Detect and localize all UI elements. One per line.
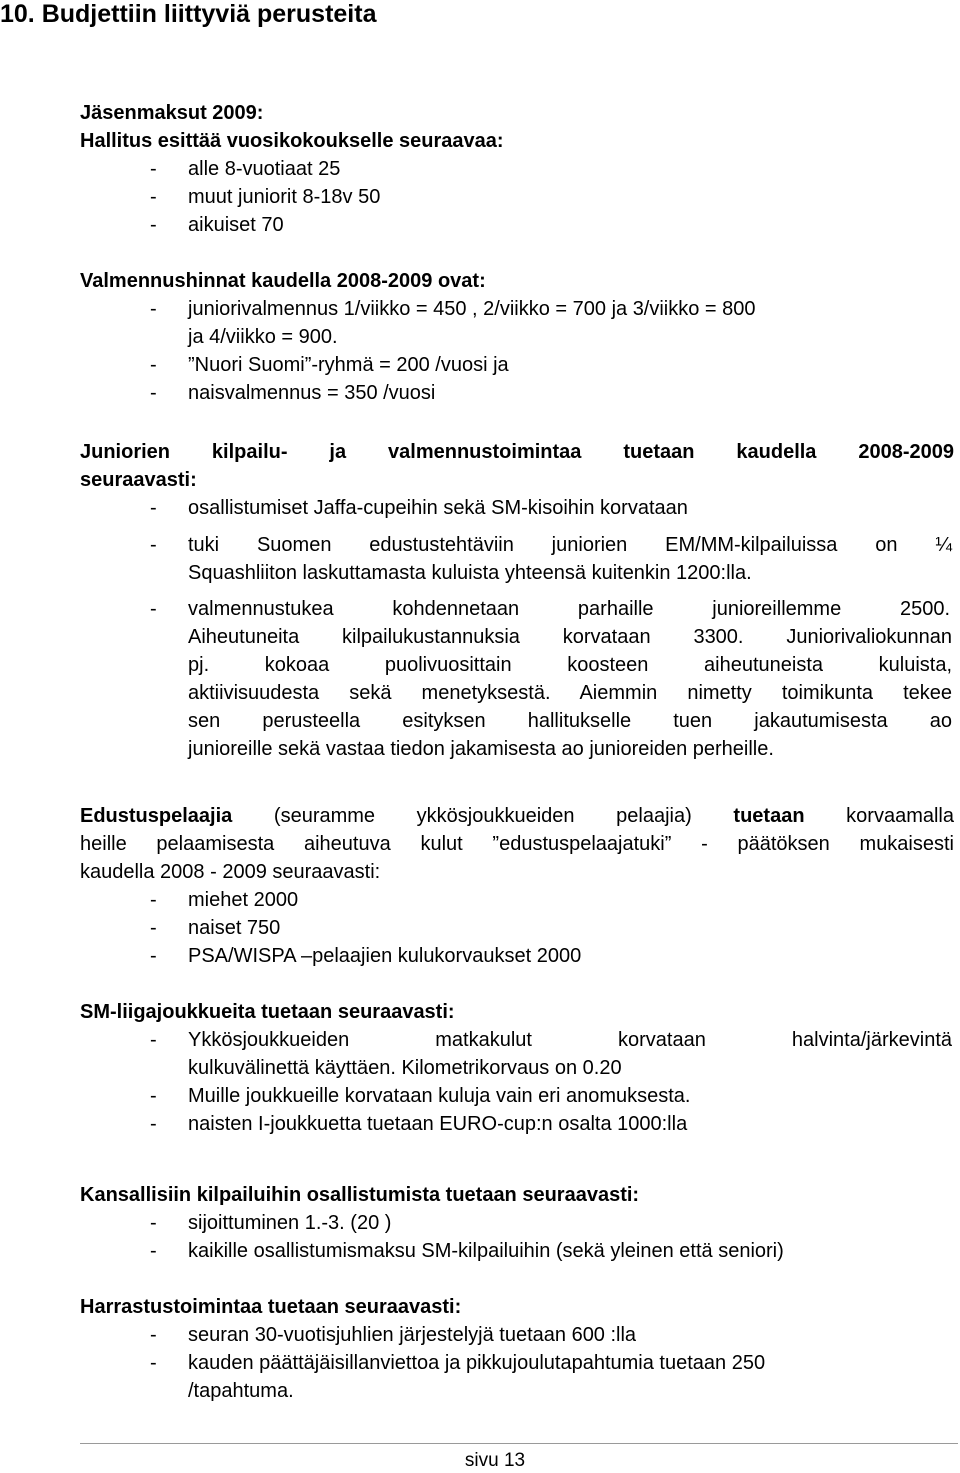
section-title-hobby-activities: Harrastustoimintaa tuetaan seuraavasti: (80, 1296, 462, 1318)
list-item-text: aktiivisuudesta sekä menetyksestä. Aiemmin nimetty toimikunta tekee (188, 682, 952, 704)
list-item-text: valmennustukea kohdennetaan parhaille junioreillemme 2500. (188, 598, 950, 620)
section-title-coaching-prices: Valmennushinnat kaudella 2008-2009 ovat: (80, 270, 486, 292)
section-title-national-competitions: Kansallisiin kilpailuihin osallistumista tuetaan seuraavasti: (80, 1184, 640, 1206)
list-item-continuation: ja 4/viikko = 900. (188, 326, 338, 348)
list-item-text: junioreille sekä vastaa tiedon jakamisesta ao junioreiden perheille. (188, 738, 774, 760)
list-item-continuation: /tapahtuma. (188, 1380, 294, 1402)
list-item-text: Ykkösjoukkueiden matkakulut korvataan halvinta/järkevintä (188, 1029, 952, 1051)
section-title-junior-support-cont: seuraavasti: (80, 469, 197, 491)
section-subtitle-board-proposal: Hallitus esittää vuosikokoukselle seuraavaa: (80, 130, 504, 152)
list-item-text: pj. kokoaa puolivuosittain koosteen aiheutuneista kuluista, (188, 654, 952, 676)
list-item-continuation: Squashliiton laskuttamasta kuluista yhteensä kuitenkin 1200:lla. (188, 562, 752, 584)
paragraph-line: kaudella 2008 - 2009 seuraavasti: (80, 861, 381, 883)
footer-divider (80, 1443, 958, 1444)
list-item-text: Aiheutuneita kilpailukustannuksia korvataan 3300. Juniorivaliokunnan (188, 626, 952, 648)
section-title-sm-league: SM-liigajoukkueita tuetaan seuraavasti: (80, 1001, 455, 1023)
page-heading: 10. Budjettiin liittyviä perusteita (0, 0, 377, 28)
section-title-membership: Jäsenmaksut 2009: (80, 102, 264, 124)
page-number: sivu 13 (464, 1450, 526, 1471)
list-item-text: tuki Suomen edustustehtäviin juniorien EM/MM-kilpailuissa on ¼ (188, 534, 952, 556)
section-title-junior-support: Juniorien kilpailu- ja valmennustoimintaa tuetaan kaudella 2008-2009 (80, 441, 954, 463)
list-item-continuation: kulkuvälinettä käyttäen. Kilometrikorvaus on 0.20 (188, 1057, 622, 1079)
list-item-text: sen perusteella esityksen hallitukselle tuen jakautumisesta ao (188, 710, 952, 732)
representative-players-paragraph: Edustuspelaajia (seuramme ykkösjoukkueiden pelaajia) tuetaan korvaamalla (80, 805, 954, 827)
paragraph-line: heille pelaamisesta aiheutuva kulut ”edustuspelaajatuki” - päätöksen mukaisesti (80, 833, 954, 855)
